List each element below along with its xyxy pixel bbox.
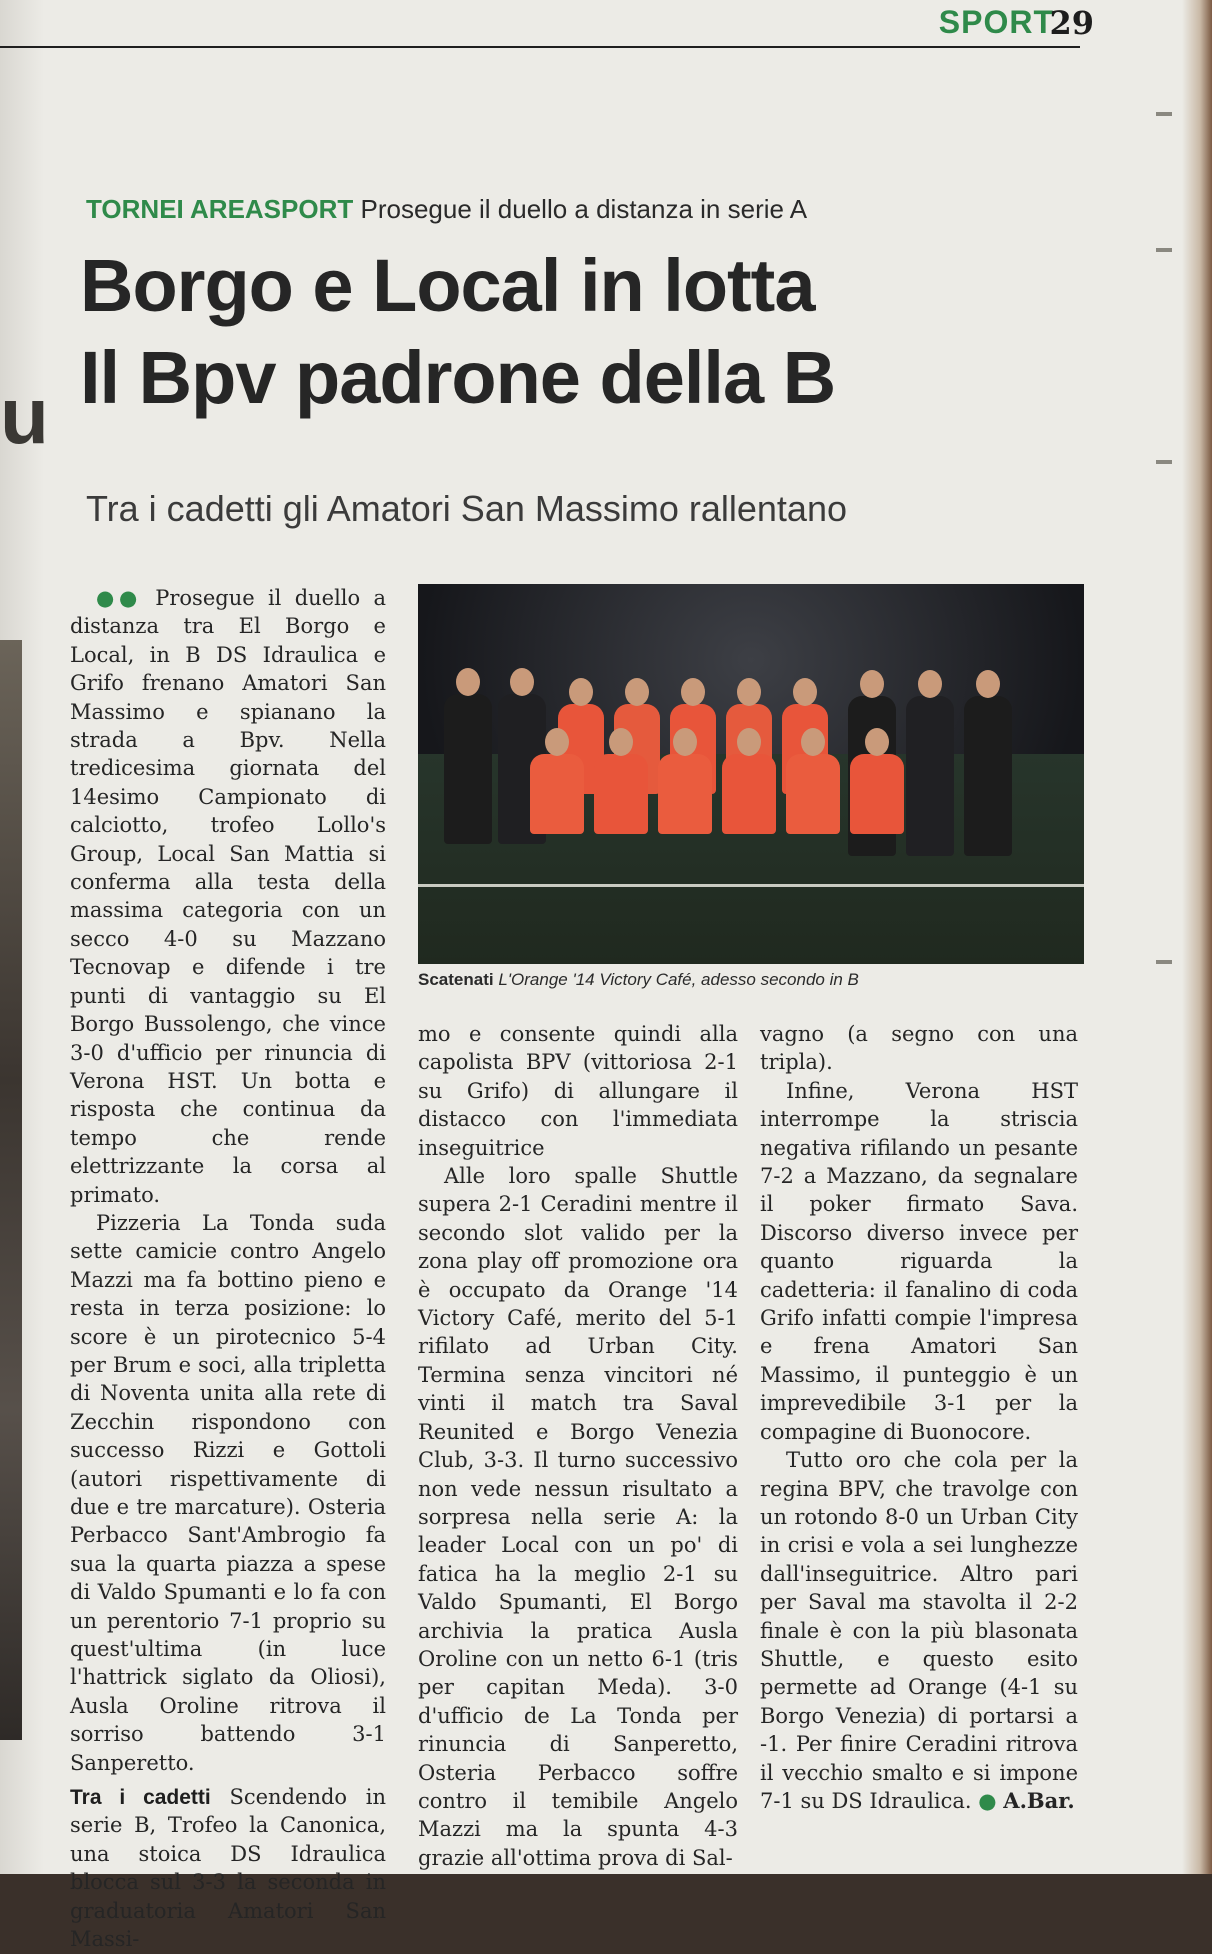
- paragraph-text: Tutto oro che cola per la regina BPV, che travolge con un rotondo 8-0 un Urban City in crisi e vola a sei lunghezze dall'inseguitrice. Altro pari per Saval ma stavolta il 2-2 finale è con la più blasonata Shuttle, e questo esito permette ad Orange (4-1 su Borgo Venezia) di portarsi a -1. Per finire Ceradini ritrova il vecchio smalto e si impone 7-1 su DS Idraulica.: [760, 1448, 1078, 1813]
- figure-head: [609, 728, 633, 756]
- header-rule: [0, 46, 1080, 48]
- headline: [80, 240, 1040, 424]
- figure-head: [545, 728, 569, 756]
- caption-text: L'Orange '14 Victory Café, adesso secondo in B: [498, 970, 859, 989]
- binding-pin: [1156, 960, 1172, 964]
- adjacent-headline-fragment: u: [0, 371, 49, 460]
- photo-caption: [418, 970, 1084, 990]
- figure-head: [860, 670, 884, 698]
- figure-head: [737, 678, 761, 706]
- article-paragraph: [760, 1446, 1078, 1815]
- kicker-tag: TORNEI AREASPORT: [86, 194, 354, 224]
- article-paragraph: [70, 1783, 386, 1953]
- lead-bullets: ●●: [96, 586, 142, 610]
- page-number: 29: [1049, 4, 1094, 42]
- article-paragraph: mo e consente quindi alla capolista BPV (vittoriosa 2-1 su Grifo) di allungare il distacco con l'immediata inseguitrice: [418, 1022, 738, 1160]
- article-paragraph: [70, 584, 386, 1209]
- binding-pin: [1156, 248, 1172, 252]
- headline-line-2: Il Bpv padrone della B: [80, 336, 836, 419]
- figure-head: [510, 668, 534, 696]
- staff-figure: [906, 696, 954, 856]
- caption-bold: Scatenati: [418, 970, 494, 989]
- figure-head: [801, 728, 825, 756]
- figure-head: [673, 728, 697, 756]
- figure-head: [793, 678, 817, 706]
- player-figure: [658, 754, 712, 834]
- byline: A.Bar.: [1003, 1787, 1075, 1813]
- figure-head: [625, 678, 649, 706]
- figure-head: [681, 678, 705, 706]
- section-label: SPORT: [938, 4, 1054, 40]
- figure-head: [976, 670, 1000, 698]
- player-figure: [722, 754, 776, 834]
- player-figure: [530, 754, 584, 834]
- staff-figure: [444, 694, 492, 844]
- staff-figure: [964, 696, 1012, 856]
- article-paragraph: vagno (a segno con una tripla).: [760, 1022, 1078, 1075]
- figure-head: [456, 668, 480, 696]
- end-mark: ●: [978, 1788, 997, 1813]
- paragraph-text: Prosegue il duello a distanza tra El Borgo e Local, in B DS Idraulica e Grifo frenano Amatori San Massimo e spianano la strada a Bpv. Nella tredicesima giornata del 14esimo Campionato di calciotto, trofeo Lollo's Group, Local San Mattia si conferma alla testa della massima categoria con un secco 4-0 su Mazzano Tecnovap e difende i tre punti di vantaggio su El Borgo Bussolengo, che vince 3-0 d'ufficio per rinuncia di Verona HST. Un botta e risposta che continua da tempo che rende elettrizzante la corsa al primato.: [70, 586, 386, 1207]
- article-paragraph: Infine, Verona HST interrompe la striscia negativa rifilando un pesante 7-2 a Mazzano, da segnalare il poker firmato Sava. Discorso diverso invece per quanto riguarda la cadetteria: il fanalino di coda Grifo infatti compie l'impresa e frena Amatori San Massimo, il punteggio è un imprevedibile 3-1 per la compagine di Buonocore.: [760, 1078, 1078, 1444]
- player-figure: [786, 754, 840, 834]
- figure-head: [918, 670, 942, 698]
- article-paragraph: Pizzeria La Tonda suda sette camicie contro Angelo Mazzi ma fa bottino pieno e resta in terza posizione: lo score è un pirotecnico 5-4 per Brum e soci, alla tripletta di Noventa unita alla rete di Zecchin rispondono con successo Rizzi e Gottoli (autori rispettivamente di due e tre marcature). Osteria Perbacco Sant'Ambrogio fa sua la quarta piazza a spese di Valdo Spumanti e lo fa con un perentorio 7-1 proprio su quest'ultima (in luce l'hattrick siglato da Oliosi), Ausla Oroline ritrova il sorriso battendo 3-1 Sanperetto.: [70, 1210, 386, 1775]
- team-photo: [418, 584, 1084, 964]
- player-figure: [850, 754, 904, 834]
- paragraph-text: Scendendo in serie B, Trofeo la Canonica, una stoica DS Idraulica blocca sul 3-3 la seconda in graduatoria Amatori San Massi-: [70, 1785, 386, 1952]
- figure-head: [865, 728, 889, 756]
- runin-heading: Tra i cadetti: [70, 1786, 211, 1810]
- subheadline: Tra i cadetti gli Amatori San Massimo rallentano: [86, 488, 847, 529]
- article-paragraph: Alle loro spalle Shuttle supera 2-1 Ceradini mentre il secondo slot valido per la zona play off promozione ora è occupato da Orange '14 Victory Café, merito del 5-1 rifilato ad Urban City. Termina senza vincitori né vinti il match tra Saval Reunited e Borgo Venezia Club, 3-3. Il turno successivo non vede nessun risultato a sorpresa nella serie A: la leader Local con un po' di fatica ha la meglio 2-1 su Valdo Spumanti, El Borgo archivia la pratica Ausla Oroline con un netto 6-1 (tris per capitan Meda). 3-0 d'ufficio de La Tonda per rinuncia di Sanperetto, Osteria Perbacco soffre contro il temibile Angelo Mazzi ma la spunta 4-3 grazie all'ottima prova di Sal-: [418, 1164, 738, 1870]
- player-figure: [594, 754, 648, 834]
- article-column-1: [70, 584, 386, 1954]
- kicker-text: Prosegue il duello a distanza in serie A: [360, 194, 808, 224]
- adjacent-photo-fragment: [0, 640, 22, 1740]
- figure-head: [737, 728, 761, 756]
- binding-pin: [1156, 460, 1172, 464]
- kicker: [86, 194, 807, 225]
- headline-line-1: Borgo e Local in lotta: [80, 244, 815, 327]
- article-column-3: [760, 1020, 1078, 1815]
- figure-head: [569, 678, 593, 706]
- page-right-edge: [1182, 0, 1212, 1874]
- binding-pin: [1156, 112, 1172, 116]
- article-column-2: [418, 1020, 738, 1872]
- pitch-line: [418, 884, 1084, 887]
